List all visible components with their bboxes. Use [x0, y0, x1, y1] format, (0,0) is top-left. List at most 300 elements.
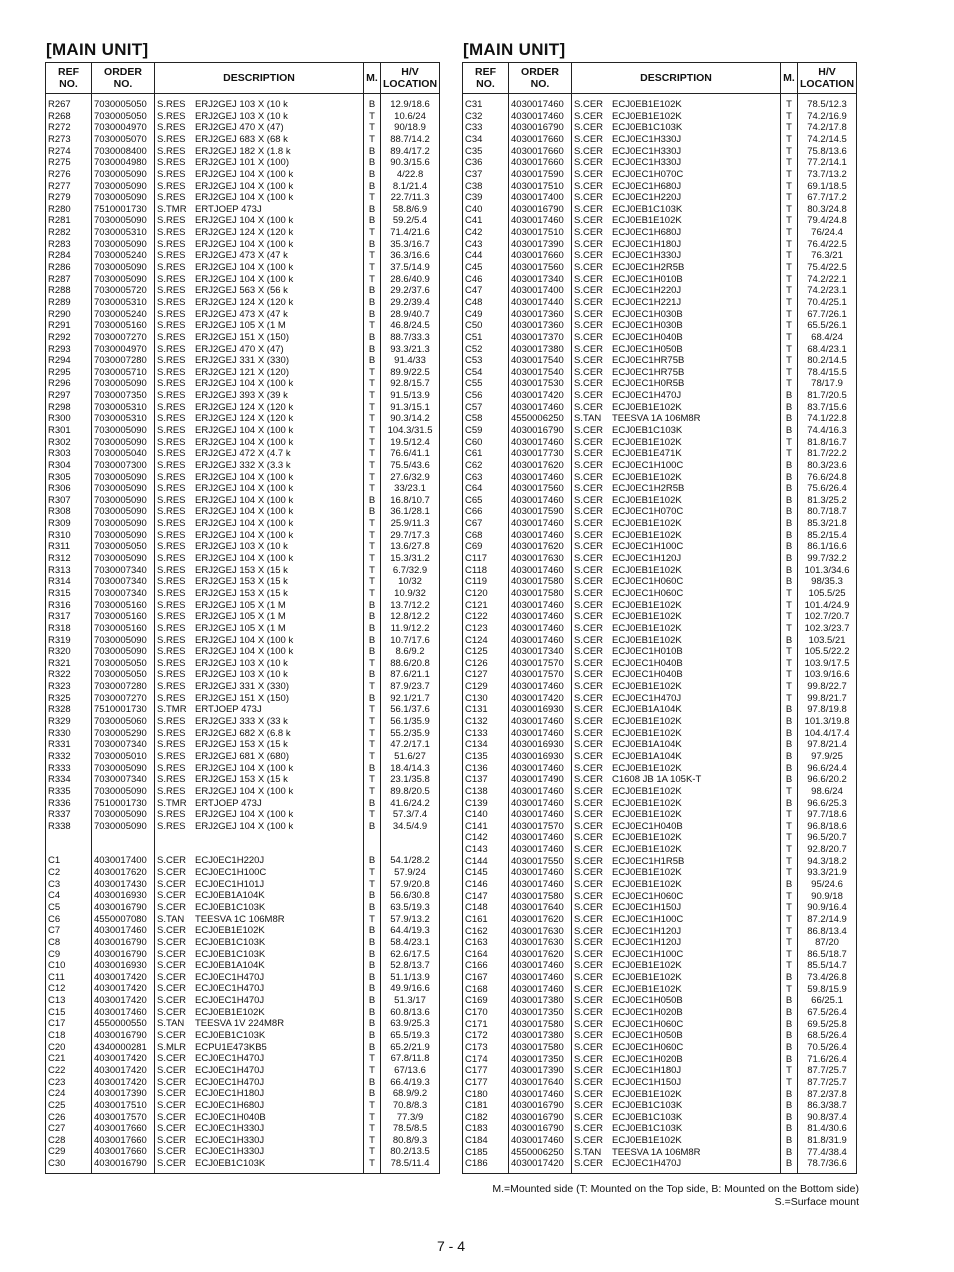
hv-location-cell: 28.6/40.9	[381, 274, 440, 286]
ref-no-cell: C45	[463, 262, 509, 274]
ref-no-cell: C181	[463, 1100, 509, 1112]
description-cell	[572, 763, 781, 775]
table-row	[46, 204, 440, 216]
order-no-cell: 4030017460	[509, 867, 572, 879]
mounted-side-cell: B	[781, 460, 798, 472]
mounted-side-cell: T	[364, 1065, 381, 1077]
mounted-side-cell: B	[781, 1123, 798, 1135]
description-cell	[572, 390, 781, 402]
order-no-cell: 4030017570	[509, 669, 572, 681]
part-name: ECJ0EB1E471K	[612, 448, 682, 460]
part-name: ECJ0EC1H2R5B	[612, 483, 685, 495]
order-no-cell: 4030017390	[92, 1088, 155, 1100]
order-no-cell: 7030005070	[92, 134, 155, 146]
hv-location-cell: 81.7/22.2	[798, 448, 857, 460]
mounted-side-cell: B	[781, 518, 798, 530]
part-type-code: S.RES	[157, 157, 186, 169]
table-row	[46, 239, 440, 251]
part-type-code: S.CER	[574, 378, 604, 390]
part-type-code: S.RES	[157, 227, 186, 239]
description-cell	[155, 274, 364, 286]
ref-no-cell: C122	[463, 611, 509, 623]
mounted-side-cell: T	[781, 960, 798, 972]
order-no-cell: 7030005090	[92, 553, 155, 565]
table-row	[463, 891, 857, 903]
table-row	[46, 448, 440, 460]
mounted-side-cell: B	[364, 972, 381, 984]
mounted-side-cell: T	[364, 192, 381, 204]
order-no-cell: 4030017460	[509, 984, 572, 996]
part-type-code: S.RES	[157, 646, 186, 658]
order-no-cell: 4030017640	[509, 902, 572, 914]
ref-no-cell: R290	[46, 309, 92, 321]
part-name: ERJ2GEJ 153 X (15 k	[195, 576, 288, 588]
description-cell	[155, 739, 364, 751]
mounted-side-cell: T	[781, 215, 798, 227]
table-row	[463, 448, 857, 460]
order-no-cell: 4030017590	[509, 506, 572, 518]
order-no-cell: 4030017370	[509, 332, 572, 344]
mounted-side-cell: B	[364, 180, 381, 192]
hv-location-cell: 81.7/20.5	[798, 390, 857, 402]
order-no-cell: 4340000281	[92, 1042, 155, 1054]
order-no-cell: 4550007080	[92, 914, 155, 926]
description-cell	[155, 1111, 364, 1123]
part-name: ERJ2GEJ 103 X (10 k	[195, 99, 288, 111]
part-type-code: S.CER	[574, 541, 604, 553]
description-cell	[155, 390, 364, 402]
part-type-code: S.CER	[574, 739, 604, 751]
part-type-code: S.RES	[157, 692, 186, 704]
part-type-code: S.CER	[574, 273, 604, 285]
description-cell	[572, 972, 781, 984]
hv-location-cell: 13.7/12.2	[381, 600, 440, 612]
table-row	[463, 262, 857, 274]
mounted-side-cell: T	[364, 1123, 381, 1135]
mounted-side-cell: B	[364, 1007, 381, 1019]
hv-location-cell: 78.5/8.5	[381, 1123, 440, 1135]
description-cell	[155, 646, 364, 658]
ref-no-cell: C57	[463, 402, 509, 414]
ref-no-cell: C64	[463, 483, 509, 495]
hv-location-cell: 78.7/36.6	[798, 1158, 857, 1173]
ref-no-cell: C33	[463, 122, 509, 134]
table-row	[463, 483, 857, 495]
part-type-code: S.RES	[157, 180, 186, 192]
part-name: ECJ0EC1H220J	[612, 285, 682, 297]
mounted-side-cell: T	[364, 739, 381, 751]
table-header-row	[463, 63, 857, 94]
part-name: ECJ0EC1H120J	[612, 553, 682, 565]
description-cell	[155, 728, 364, 740]
mounted-side-cell: T	[781, 134, 798, 146]
description-cell	[155, 285, 364, 297]
ref-no-cell: C134	[463, 739, 509, 751]
ref-no-cell: R333	[46, 763, 92, 775]
mounted-side-cell: B	[364, 1030, 381, 1042]
mounted-side-cell: B	[364, 94, 381, 111]
order-no-cell: 4030017460	[509, 215, 572, 227]
ref-no-cell: R322	[46, 669, 92, 681]
part-name: ECJ0EC1H040B	[612, 331, 683, 343]
ref-no-cell: C177	[463, 1065, 509, 1077]
table-row	[46, 1053, 440, 1065]
order-no-cell: 4030017630	[509, 937, 572, 949]
table-row	[46, 983, 440, 995]
mounted-side-cell: T	[364, 751, 381, 763]
order-no-cell: 7030007340	[92, 774, 155, 786]
table-row	[463, 995, 857, 1007]
order-no-cell: 4550006250	[509, 413, 572, 425]
part-type-code: S.CER	[574, 657, 604, 669]
part-type-code: S.CER	[574, 1041, 604, 1053]
order-no-cell: 4030017660	[509, 157, 572, 169]
table-row	[463, 472, 857, 484]
part-name: ECJ0EC1H101J	[195, 878, 265, 890]
mounted-side-cell: B	[364, 239, 381, 251]
table-row	[463, 797, 857, 809]
part-type-code: S.CER	[574, 599, 604, 611]
order-no-cell: 7030005090	[92, 786, 155, 798]
hv-location-cell: 85.5/14.7	[798, 960, 857, 972]
part-type-code: S.CER	[157, 1053, 187, 1065]
part-name: ERJ2GEJ 124 X (120 k	[195, 413, 294, 425]
part-type-code: S.CER	[574, 820, 604, 832]
description-cell	[572, 774, 781, 786]
ref-no-cell: C61	[463, 448, 509, 460]
order-no-cell: 4030017660	[92, 1135, 155, 1147]
description-cell	[155, 541, 364, 553]
table-row	[46, 134, 440, 146]
table-row	[463, 879, 857, 891]
order-no-cell: 7030004970	[92, 122, 155, 134]
table-row	[463, 809, 857, 821]
table-row	[46, 320, 440, 332]
order-no-cell: 7030008400	[92, 146, 155, 158]
part-name: ERJ2GEJ 105 X (1 M	[195, 320, 286, 332]
hv-location-cell: 87/20	[798, 937, 857, 949]
part-type-code: S.CER	[574, 1135, 604, 1147]
table-row	[463, 541, 857, 553]
mounted-side-cell: T	[364, 1146, 381, 1158]
ref-no-cell: C143	[463, 844, 509, 856]
table-row	[46, 250, 440, 262]
part-type-code: S.TMR	[157, 704, 187, 716]
part-type-code: S.CER	[157, 983, 187, 995]
table-row	[463, 169, 857, 181]
ref-no-cell: R306	[46, 483, 92, 495]
part-name: ERJ2GEJ 151 X (150)	[195, 331, 289, 343]
part-type-code: S.RES	[157, 506, 186, 518]
part-name: ECJ0EC1H0R5B	[612, 378, 685, 390]
part-name: ECJ0EB1E102K	[612, 844, 682, 856]
part-type-code: S.CER	[574, 774, 604, 786]
hv-location-cell: 33/23.1	[381, 483, 440, 495]
hv-location-cell: 78/17.9	[798, 378, 857, 390]
table-row	[463, 1019, 857, 1031]
part-name: ERJ2GEJ 104 X (100 k	[195, 262, 294, 274]
order-no-cell: 4030017460	[509, 972, 572, 984]
description-cell	[572, 425, 781, 437]
mounted-side-cell: B	[781, 576, 798, 588]
description-cell	[155, 821, 364, 833]
order-no-cell: 7030005090	[92, 425, 155, 437]
hv-location-cell: 57.9/20.8	[381, 879, 440, 891]
hv-location-cell: 74.2/22.1	[798, 274, 857, 286]
ref-no-cell: R284	[46, 250, 92, 262]
part-name: ERJ2GEJ 153 X (15 k	[195, 774, 288, 786]
hv-location-cell: 65.5/19.3	[381, 1030, 440, 1042]
ref-no-cell: C170	[463, 1007, 509, 1019]
part-type-code: S.CER	[574, 890, 604, 902]
mounted-side-cell: T	[781, 600, 798, 612]
part-name: ERJ2GEJ 104 X (100 k	[195, 471, 294, 483]
description-cell	[572, 960, 781, 972]
part-name: ECJ0EC1H100C	[612, 541, 684, 553]
mounted-side-cell: T	[364, 472, 381, 484]
part-type-code: S.RES	[157, 390, 186, 402]
description-cell	[155, 378, 364, 390]
part-type-code: S.CER	[574, 1111, 604, 1123]
ref-no-cell: R281	[46, 215, 92, 227]
order-no-cell: 7030007300	[92, 460, 155, 472]
part-name: ERJ2GEJ 331 X (330)	[195, 681, 289, 693]
table-row	[463, 1042, 857, 1054]
description-cell	[155, 1007, 364, 1019]
part-name: ERJ2GEJ 104 X (100 k	[195, 168, 294, 180]
part-type-code: S.CER	[157, 1076, 187, 1088]
table-row	[463, 693, 857, 705]
description-cell	[572, 472, 781, 484]
order-no-cell: 4030017660	[509, 134, 572, 146]
part-name: ECJ0EC1H470J	[195, 1064, 265, 1076]
description-cell	[155, 855, 364, 867]
part-type-code: S.CER	[157, 867, 187, 879]
part-type-code: S.CER	[157, 936, 187, 948]
description-cell	[572, 565, 781, 577]
description-cell	[572, 1030, 781, 1042]
part-name: ERJ2GEJ 104 X (100 k	[195, 785, 294, 797]
part-name: ECJ0EC1H470J	[195, 1076, 265, 1088]
hv-location-cell: 85.2/15.4	[798, 530, 857, 542]
part-name: ECJ0EB1C103K	[612, 122, 683, 134]
description-cell	[572, 215, 781, 227]
part-name: TEESVA 1A 106M8R	[612, 413, 701, 425]
part-type-code: S.CER	[157, 878, 187, 890]
order-no-cell: 7030007340	[92, 588, 155, 600]
mounted-side-cell: T	[781, 693, 798, 705]
mounted-side-cell	[364, 832, 381, 855]
mounted-side-cell: B	[364, 343, 381, 355]
table-row	[46, 867, 440, 879]
mounted-side-cell: B	[781, 390, 798, 402]
hv-location-cell: 90.8/37.4	[798, 1112, 857, 1124]
order-no-cell: 4030017360	[509, 320, 572, 332]
ref-no-cell: R338	[46, 821, 92, 833]
table-row	[46, 390, 440, 402]
hv-location-cell: 60.8/13.6	[381, 1007, 440, 1019]
mounted-side-header: M.	[364, 63, 381, 94]
ref-no-cell: C140	[463, 809, 509, 821]
table-row	[463, 984, 857, 996]
description-cell	[572, 297, 781, 309]
hv-location-cell: 90.9/18	[798, 891, 857, 903]
mounted-side-cell: B	[781, 1088, 798, 1100]
hv-location-cell: 66.4/19.3	[381, 1077, 440, 1089]
hv-location-cell: 96.6/24.4	[798, 763, 857, 775]
part-type-code: S.CER	[574, 1053, 604, 1065]
description-cell	[572, 239, 781, 251]
part-type-code: S.CER	[574, 1007, 604, 1019]
ref-no-cell: C166	[463, 960, 509, 972]
mounted-side-cell: B	[781, 728, 798, 740]
part-name: ECJ0EB1A104K	[612, 750, 682, 762]
hv-location-cell: 77.4/38.4	[798, 1147, 857, 1159]
mounted-side-cell: B	[781, 472, 798, 484]
mounted-side-cell: B	[364, 204, 381, 216]
hv-location-cell: 91.4/33	[381, 355, 440, 367]
description-cell	[155, 262, 364, 274]
part-type-code: S.CER	[157, 1111, 187, 1123]
table-row	[46, 634, 440, 646]
part-type-code: S.RES	[157, 215, 186, 227]
part-name: ERJ2GEJ 104 X (100 k	[195, 809, 294, 821]
mounted-side-cell: B	[364, 925, 381, 937]
mounted-side-cell: B	[364, 600, 381, 612]
part-name: ECJ0EC1H470J	[612, 1158, 682, 1170]
part-name: ECJ0EC1H100C	[612, 913, 684, 925]
ref-no-cell: R317	[46, 611, 92, 623]
order-no-cell: 7030005090	[92, 437, 155, 449]
order-no-cell: 7030005050	[92, 669, 155, 681]
ref-no-cell: C131	[463, 704, 509, 716]
hv-location-cell: 87.9/23.7	[381, 681, 440, 693]
part-type-code: S.CER	[574, 227, 604, 239]
order-no-cell: 4030016790	[92, 902, 155, 914]
mounted-side-cell: T	[781, 262, 798, 274]
part-name: ERJ2GEJ 104 X (100 k	[195, 646, 294, 658]
ref-no-cell: C171	[463, 1019, 509, 1031]
ref-no-cell: C36	[463, 157, 509, 169]
order-no-cell: 4030017580	[509, 891, 572, 903]
ref-no-cell: C118	[463, 565, 509, 577]
mounted-side-cell: T	[781, 914, 798, 926]
mounted-side-cell: T	[364, 367, 381, 379]
mounted-side-cell: T	[781, 937, 798, 949]
order-no-cell: 7030007340	[92, 565, 155, 577]
ref-no-cell: R276	[46, 169, 92, 181]
mounted-side-cell: T	[364, 553, 381, 565]
mounted-side-cell: T	[781, 309, 798, 321]
order-no-cell: 7030005090	[92, 192, 155, 204]
part-name: ECJ0EB1E102K	[612, 1135, 682, 1147]
order-no-cell: 7030005090	[92, 821, 155, 833]
description-cell	[572, 1135, 781, 1147]
part-name: ECJ0EB1E102K	[612, 797, 682, 809]
order-no-cell: 4030017380	[509, 1030, 572, 1042]
table-row	[463, 122, 857, 134]
mounted-side-cell: T	[364, 1100, 381, 1112]
part-type-code: S.CER	[574, 1065, 604, 1077]
table-row	[46, 728, 440, 740]
mounted-side-cell: T	[781, 623, 798, 635]
hv-location-cell: 97.8/21.4	[798, 739, 857, 751]
table-row	[463, 378, 857, 390]
part-name: ECJ0EC1H1R5B	[612, 855, 685, 867]
description-cell	[572, 553, 781, 565]
mounted-side-cell: T	[781, 949, 798, 961]
mounted-side-cell: T	[364, 774, 381, 786]
table-row	[463, 227, 857, 239]
part-name: ECJ0EC1H330J	[612, 133, 682, 145]
hv-location-cell: 68.4/24	[798, 332, 857, 344]
description-cell	[155, 600, 364, 612]
description-cell	[155, 227, 364, 239]
table-row	[46, 948, 440, 960]
part-type-code: S.CER	[574, 448, 604, 460]
ref-no-cell: C30	[46, 1158, 92, 1173]
part-type-code: S.RES	[157, 355, 186, 367]
description-header: DESCRIPTION	[155, 63, 364, 94]
order-no-cell: 4030017430	[92, 879, 155, 891]
mounted-side-cell: B	[781, 1112, 798, 1124]
description-cell	[155, 1030, 364, 1042]
ref-no-cell: C184	[463, 1135, 509, 1147]
mounted-side-cell: B	[364, 797, 381, 809]
ref-no-cell: C127	[463, 669, 509, 681]
hv-location-cell: 83.7/15.6	[798, 402, 857, 414]
order-no-cell: 7030005240	[92, 309, 155, 321]
part-name: ECJ0EC1H120J	[612, 925, 682, 937]
hv-location-cell: 76.4/22.5	[798, 239, 857, 251]
mounted-side-cell: B	[781, 541, 798, 553]
mounted-side-cell: B	[781, 1042, 798, 1054]
ref-no-cell: C6	[46, 914, 92, 926]
order-no-cell: 4030016930	[509, 739, 572, 751]
description-cell	[572, 797, 781, 809]
description-cell	[155, 960, 364, 972]
order-no-cell: 7030005090	[92, 472, 155, 484]
order-no-cell: 4030017400	[509, 285, 572, 297]
hv-location-cell: 74.2/14.5	[798, 134, 857, 146]
ref-no-cell: C120	[463, 588, 509, 600]
mounted-side-cell: B	[781, 483, 798, 495]
order-no-cell: 7030005090	[92, 530, 155, 542]
footnote	[492, 1183, 859, 1208]
hv-location-cell: 36.3/16.6	[381, 250, 440, 262]
ref-no-cell: C23	[46, 1077, 92, 1089]
part-type-code: S.CER	[574, 797, 604, 809]
part-type-code: S.CER	[574, 518, 604, 530]
right-parts-body	[463, 94, 857, 1174]
ref-no-cell: C183	[463, 1123, 509, 1135]
order-no-cell: 4030017460	[509, 1135, 572, 1147]
part-name: ECJ0EC1H040B	[195, 1111, 266, 1123]
part-name: ECJ0EB1E102K	[612, 110, 682, 122]
hv-location-cell: 65.2/21.9	[381, 1042, 440, 1054]
mounted-side-cell: B	[364, 855, 381, 867]
description-cell	[572, 157, 781, 169]
ref-no-cell: C35	[463, 146, 509, 158]
order-no-cell: 4550000550	[92, 1018, 155, 1030]
part-type-code: S.CER	[574, 529, 604, 541]
hv-location-cell: 56.1/35.9	[381, 716, 440, 728]
part-type-code: S.CER	[574, 390, 604, 402]
mounted-side-cell: B	[781, 1030, 798, 1042]
order-no-cell: 4030016790	[92, 948, 155, 960]
order-no-cell: 4030017460	[509, 495, 572, 507]
mounted-side-cell: T	[781, 285, 798, 297]
